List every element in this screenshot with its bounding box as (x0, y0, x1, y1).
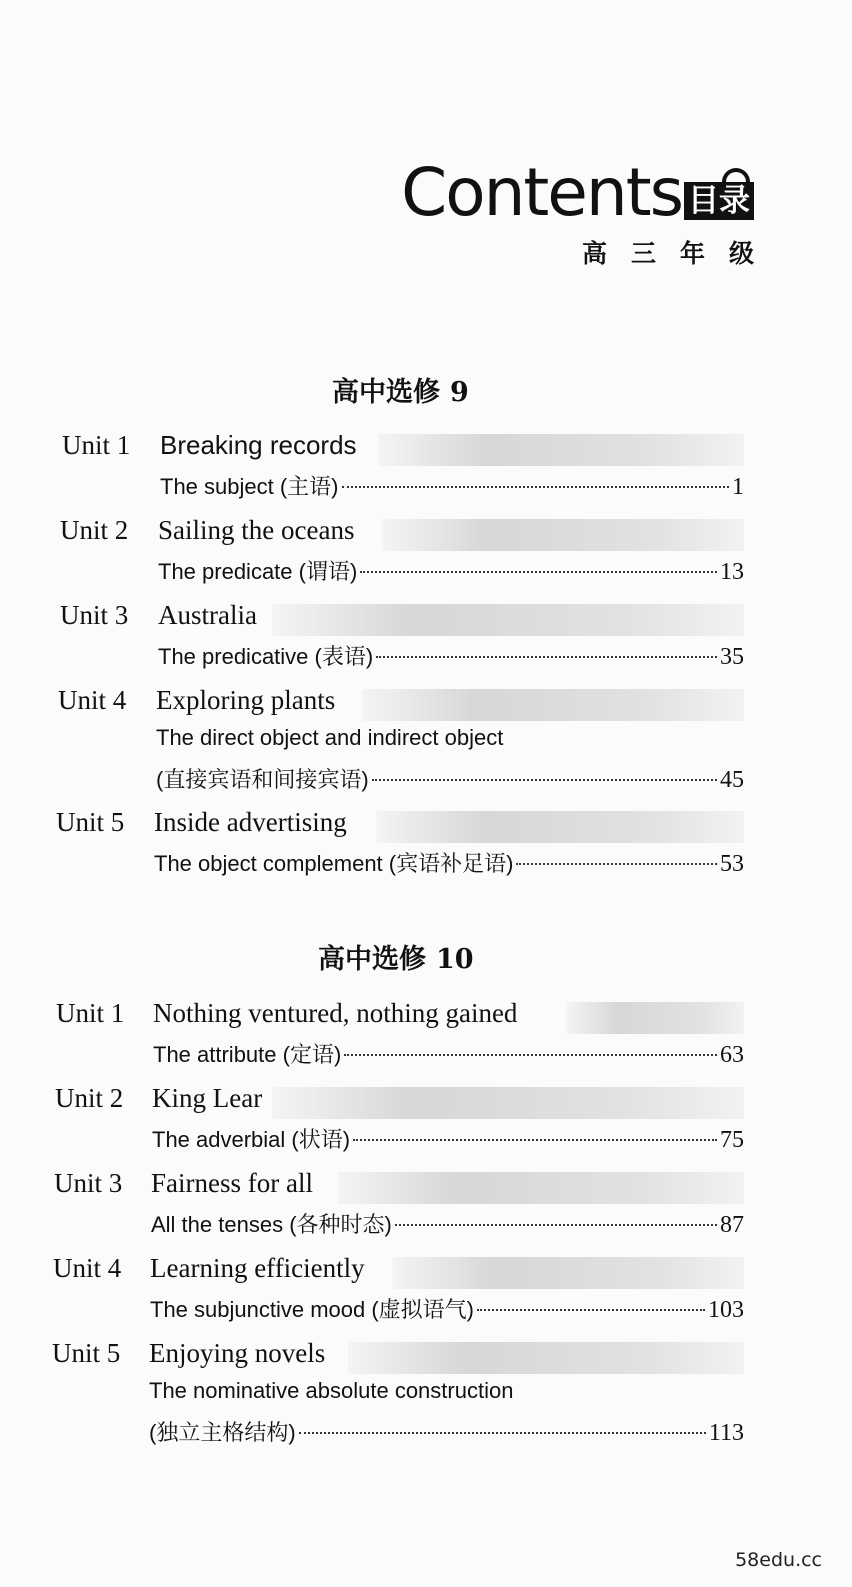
unit-title: Enjoying novels (149, 1338, 326, 1368)
entry-line (158, 640, 744, 671)
page-number: 63 (720, 1042, 744, 1068)
toc-entry-v10-unit2[interactable] (0, 1083, 852, 1153)
volume-name: 高中选修 (332, 377, 440, 408)
title-shade (382, 519, 744, 551)
title-shade (348, 1342, 744, 1374)
page-number: 1 (732, 474, 744, 500)
unit-number: Unit 2 (55, 1083, 124, 1113)
entry-line (158, 555, 744, 586)
dot-leader (299, 1432, 706, 1434)
entry-text: The object complement (宾语补足语) (154, 851, 514, 876)
title-shade (566, 1002, 744, 1034)
unit-title: Exploring plants (156, 685, 336, 715)
entry-line (160, 470, 744, 501)
entry-line (151, 1208, 744, 1239)
dot-leader (516, 863, 717, 865)
contents-title-line (401, 154, 754, 231)
volume-number: 10 (436, 944, 474, 975)
unit-title: King Lear (152, 1083, 263, 1113)
dot-leader (376, 656, 717, 658)
title-shade (272, 604, 744, 636)
entry-line (150, 1293, 744, 1324)
toc-entry-v9-unit1[interactable] (0, 430, 852, 500)
page-number: 35 (720, 644, 744, 670)
title-shade (376, 811, 744, 843)
entry-text: The predicate (谓语) (158, 559, 358, 584)
mulu-badge (684, 182, 754, 220)
toc-entry-v10-unit5[interactable] (0, 1338, 852, 1446)
entry-text-line1: The nominative absolute construction (149, 1378, 514, 1403)
entry-text: The subject (主语) (160, 474, 339, 499)
unit-number: Unit 3 (54, 1168, 123, 1198)
entry-line (152, 1123, 744, 1154)
dot-leader (360, 571, 717, 573)
title-shade (392, 1257, 744, 1289)
grade-label: 高三年级 (581, 239, 778, 268)
entry-text: The adverbial (状语) (152, 1127, 351, 1152)
page-number: 53 (720, 851, 744, 877)
dot-leader (344, 1054, 717, 1056)
entry-text-line1: The direct object and indirect object (156, 725, 504, 750)
page-number: 45 (720, 767, 744, 793)
watermark: 58edu.cc (735, 1549, 822, 1571)
unit-number: Unit 4 (53, 1253, 122, 1283)
toc-entry-v9-unit2[interactable] (0, 515, 852, 585)
unit-title: Fairness for all (151, 1168, 313, 1198)
dot-leader (342, 486, 730, 488)
title-shade (272, 1087, 744, 1119)
entry-line (154, 847, 744, 878)
entry-line (149, 1416, 744, 1447)
unit-title: Sailing the oceans (158, 515, 355, 545)
entry-text: The predicative (表语) (158, 644, 374, 669)
title-shade (338, 1172, 744, 1204)
entry-line (156, 763, 744, 794)
unit-number: Unit 5 (56, 807, 125, 837)
dot-leader (372, 779, 717, 781)
volume-number: 9 (450, 377, 469, 408)
toc-entry-v10-unit4[interactable] (0, 1253, 852, 1323)
contents-title: Contents (401, 154, 682, 231)
unit-title: Australia (158, 600, 257, 630)
entry-text: The attribute (定语) (153, 1042, 342, 1067)
unit-title: Learning efficiently (150, 1253, 365, 1283)
volume-title-9 (332, 370, 469, 409)
page-number: 13 (720, 559, 744, 585)
unit-number: Unit 4 (58, 685, 127, 715)
unit-number: Unit 5 (52, 1338, 121, 1368)
unit-title: Nothing ventured, nothing gained (153, 998, 518, 1028)
page-number: 113 (708, 1420, 744, 1446)
entry-text: All the tenses (各种时态) (151, 1212, 392, 1237)
toc-entry-v9-unit5[interactable] (0, 807, 852, 877)
volume-title-10 (318, 937, 474, 976)
toc-entry-v9-unit3[interactable] (0, 600, 852, 670)
entry-text: The subjunctive mood (虚拟语气) (150, 1297, 474, 1322)
mulu-text: 目录 (688, 183, 750, 219)
volume-name: 高中选修 (318, 944, 426, 975)
dot-leader (395, 1224, 717, 1226)
entry-line (153, 1038, 744, 1069)
unit-number: Unit 2 (60, 515, 129, 545)
contents-header (401, 154, 778, 270)
dot-leader (353, 1139, 717, 1141)
page-number: 103 (708, 1297, 744, 1323)
toc-entry-v10-unit1[interactable] (0, 998, 852, 1068)
badge-arc-icon (722, 168, 750, 188)
toc-entry-v9-unit4[interactable] (0, 685, 852, 793)
title-shade (362, 689, 744, 721)
entry-text: (独立主格结构) (149, 1420, 296, 1445)
toc-entry-v10-unit3[interactable] (0, 1168, 852, 1238)
unit-number: Unit 1 (62, 430, 131, 460)
dot-leader (477, 1309, 705, 1311)
unit-title: Breaking records (160, 430, 357, 460)
unit-number: Unit 1 (56, 998, 125, 1028)
unit-number: Unit 3 (60, 600, 129, 630)
page-number: 75 (720, 1127, 744, 1153)
page-number: 87 (720, 1212, 744, 1238)
unit-title: Inside advertising (154, 807, 347, 837)
title-shade (378, 434, 744, 466)
entry-text: (直接宾语和间接宾语) (156, 767, 369, 792)
